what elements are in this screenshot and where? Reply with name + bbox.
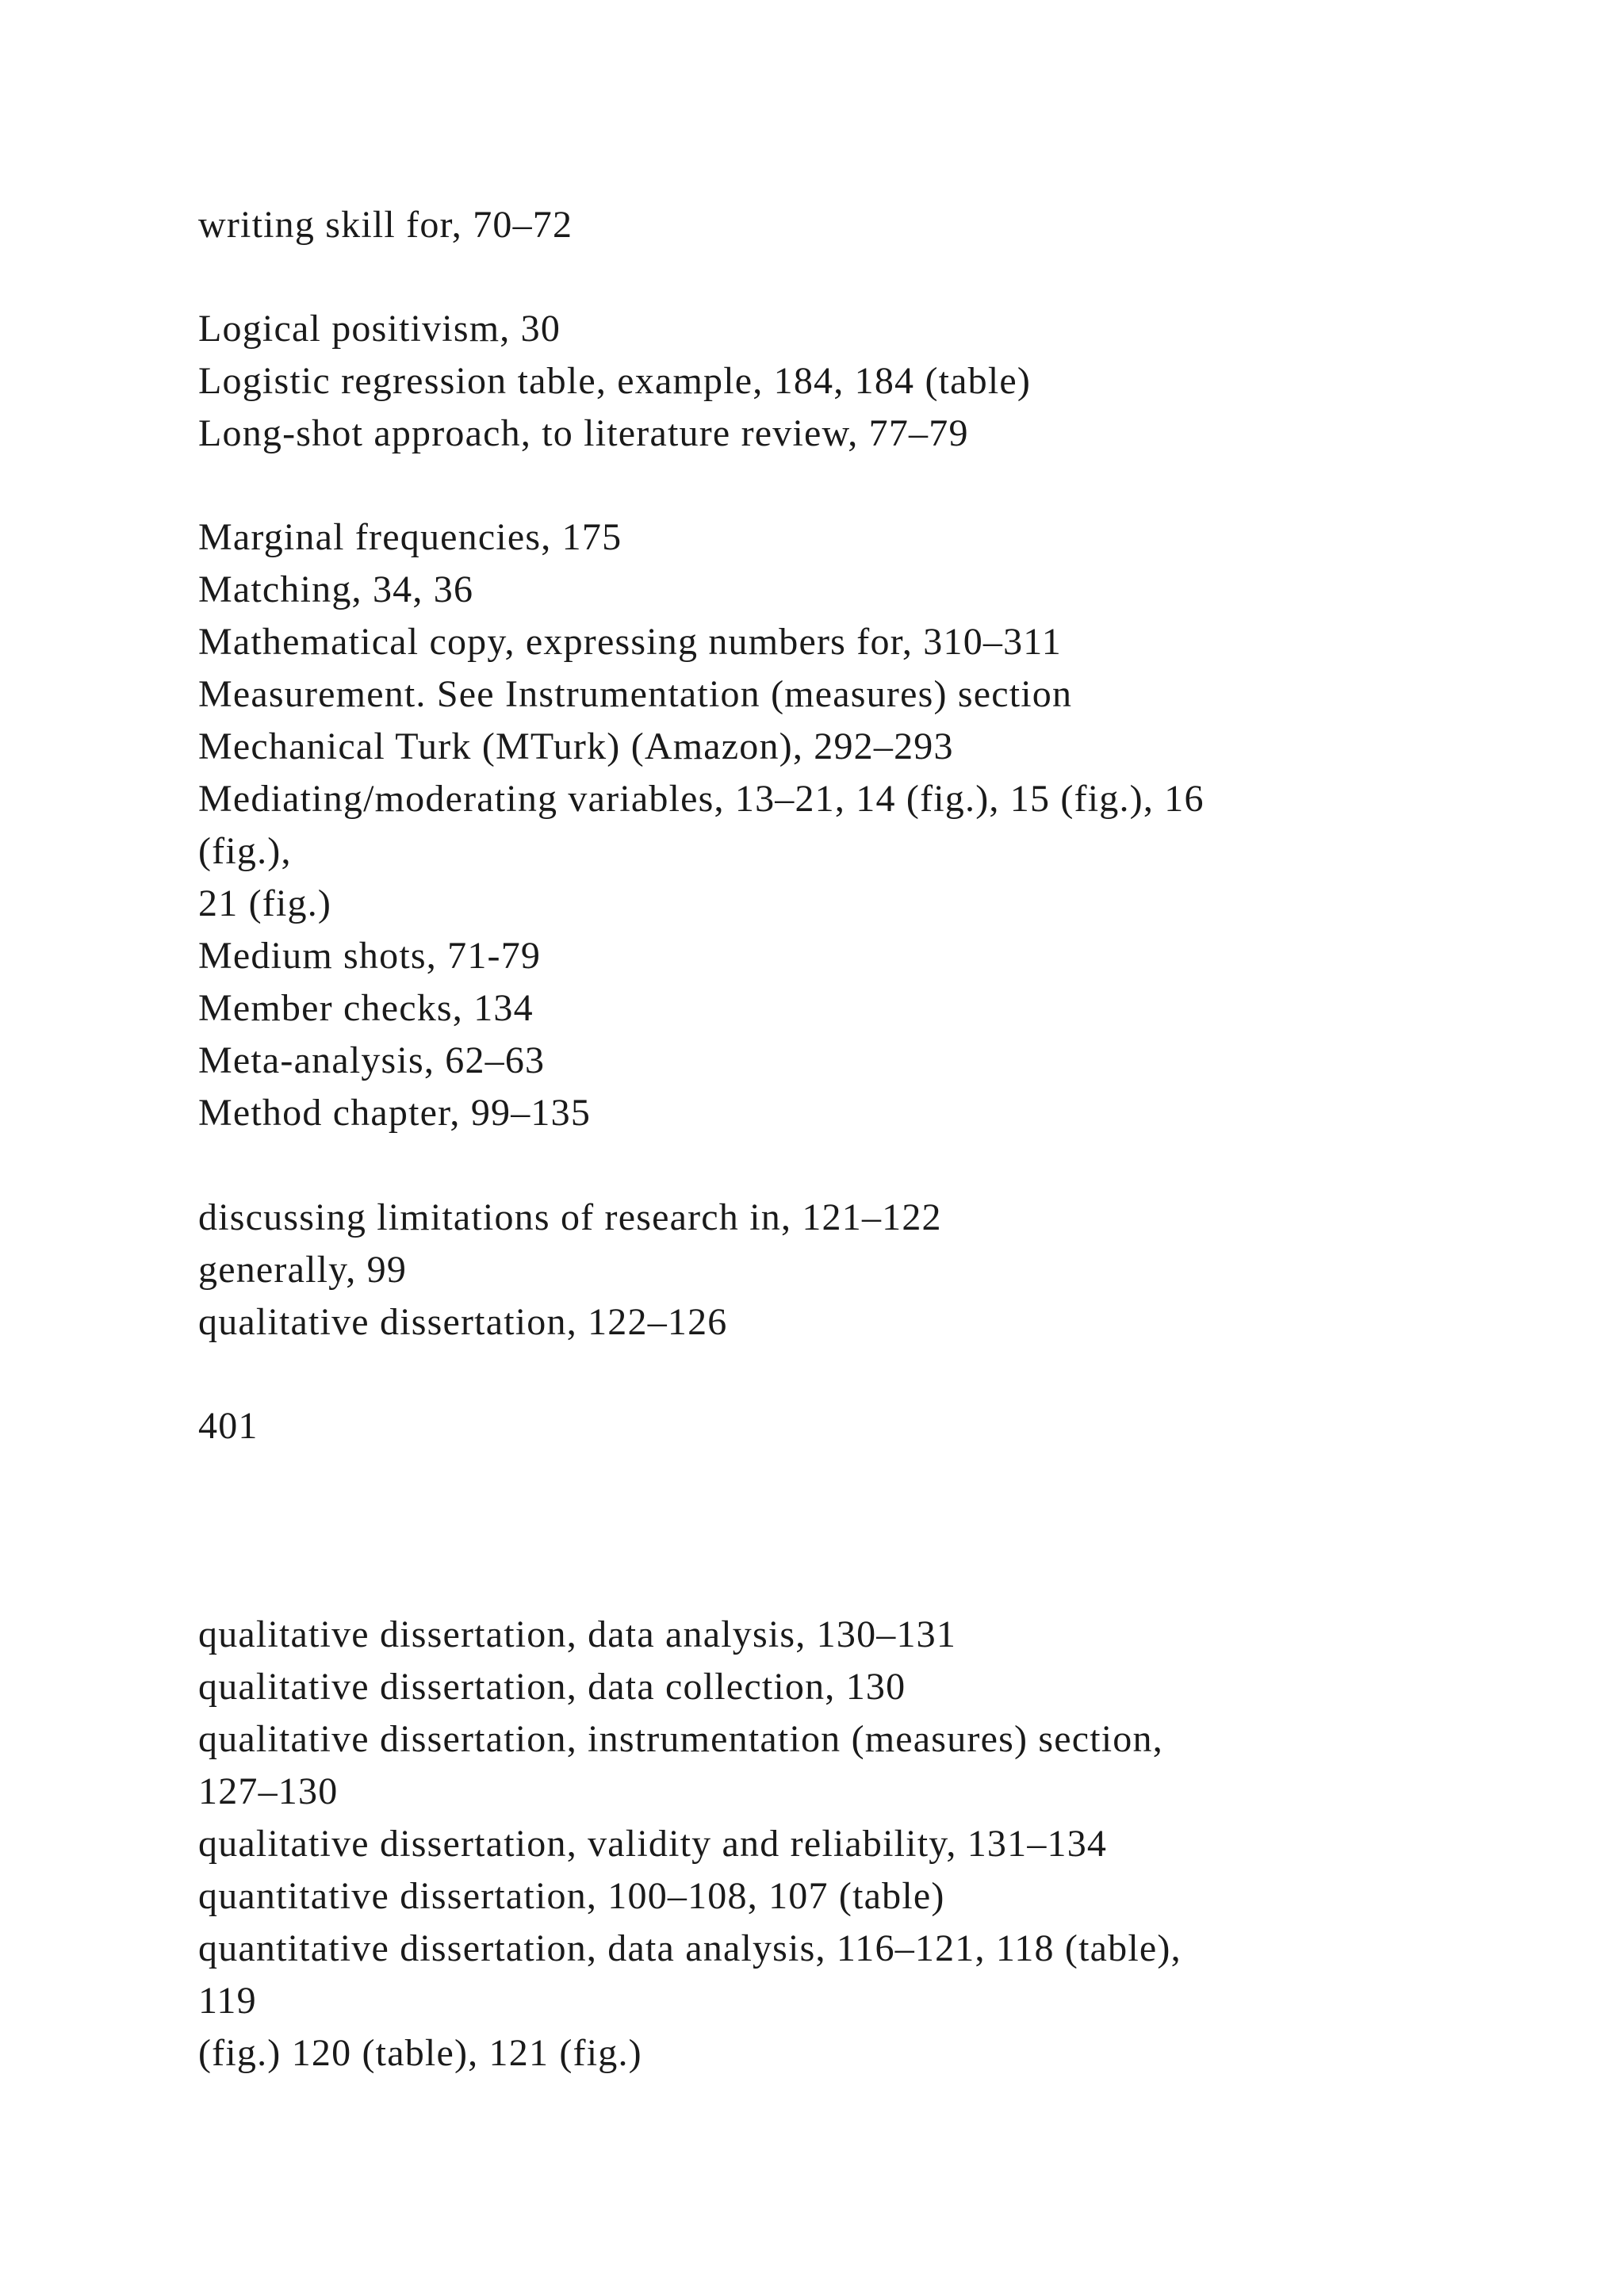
index-entry: writing skill for, 70–72: [198, 204, 573, 246]
index-subentry: quantitative dissertation, 100–108, 107 (table): [198, 1875, 945, 1917]
index-entry: Method chapter, 99–135: [198, 1092, 592, 1134]
index-entry: Logical positivism, 30: [198, 308, 561, 350]
index-entry: Mediating/moderating variables, 13–21, 14 (fig.), 15 (fig.), 16: [198, 778, 1205, 820]
index-subentry: qualitative dissertation, data collection, 130: [198, 1666, 906, 1708]
index-subentry: qualitative dissertation, validity and reliability, 131–134: [198, 1823, 1108, 1865]
index-entry: Mathematical copy, expressing numbers for, 310–311: [198, 621, 1062, 663]
index-subentry-continuation: 127–130: [198, 1770, 339, 1812]
index-subentry: quantitative dissertation, data analysis, 116–121, 118 (table),: [198, 1927, 1182, 1969]
index-entry: Measurement. See Instrumentation (measures) section: [198, 673, 1073, 715]
index-entry: Logistic regression table, example, 184, 184 (table): [198, 360, 1032, 402]
page-number: 401: [198, 1405, 259, 1447]
index-entry: Long-shot approach, to literature review, 77–79: [198, 412, 969, 454]
index-entry-continuation: 21 (fig.): [198, 882, 332, 924]
index-subentry: discussing limitations of research in, 121–122: [198, 1196, 942, 1238]
index-subentry-continuation: (fig.) 120 (table), 121 (fig.): [198, 2032, 642, 2074]
index-entry: Matching, 34, 36: [198, 568, 474, 610]
index-entry-continuation: (fig.),: [198, 830, 292, 872]
index-entry: Mechanical Turk (MTurk) (Amazon), 292–293: [198, 725, 954, 767]
index-subentry-continuation: 119: [198, 1980, 257, 2022]
index-subentry: generally, 99: [198, 1249, 408, 1291]
index-entry: Marginal frequencies, 175: [198, 516, 622, 558]
index-subentry: qualitative dissertation, data analysis, 130–131: [198, 1613, 957, 1655]
index-subentry: qualitative dissertation, instrumentation (measures) section,: [198, 1718, 1163, 1760]
index-entry: Meta-analysis, 62–63: [198, 1039, 546, 1081]
index-entry: Member checks, 134: [198, 987, 534, 1029]
index-subentry: qualitative dissertation, 122–126: [198, 1301, 728, 1343]
index-entry: Medium shots, 71-79: [198, 935, 542, 977]
